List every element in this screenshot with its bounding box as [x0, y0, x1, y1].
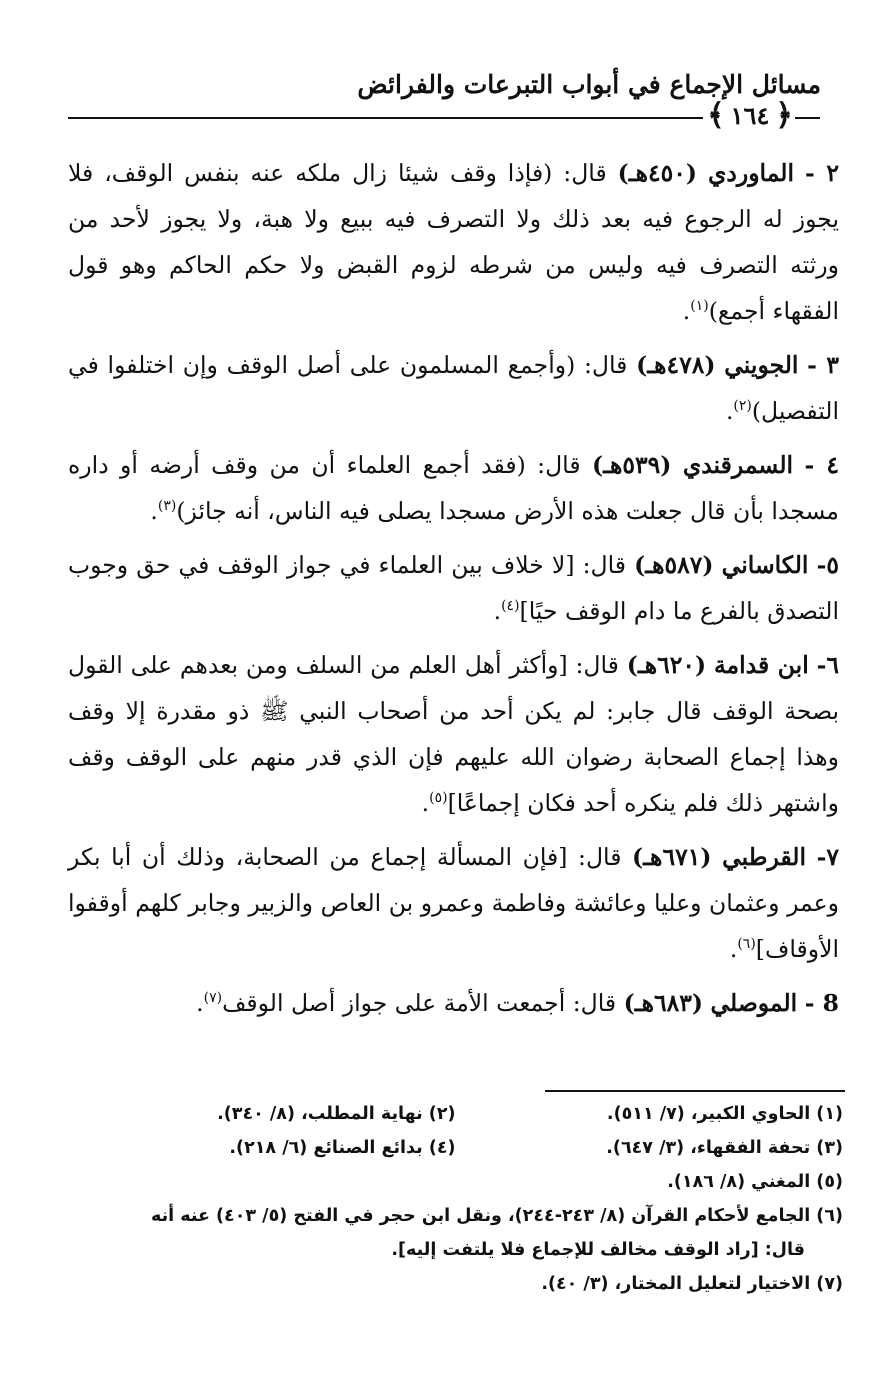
footnote-separator: [545, 1090, 845, 1092]
footnote-4: (٤) بدائع الصنائع (٦/ ٢١٨).: [229, 1138, 456, 1158]
header-rule-short: [795, 117, 820, 119]
item-number: ٣ -: [807, 351, 839, 379]
quote-text: قال: (فقد أجمع العلماء أن من وقف أرضه أو داره مسجدا بأن قال جعلت هذه الأرض مسجدا يصلى فيه الناس، أنه جائز): [68, 451, 839, 525]
list-item: [68, 542, 839, 634]
item-end: .: [150, 497, 158, 525]
page-number-frame: [707, 95, 793, 137]
footnote-6-continued: قال: [راد الوقف مخالف للإجماع فلا يلتفت إليه].: [391, 1240, 805, 1260]
running-title: مسائل الإجماع في أبواب التبرعات والفرائض: [357, 70, 821, 99]
footnote-ref: (٤): [501, 598, 520, 615]
footnote-5: (٥) المغني (٨/ ١٨٦).: [667, 1172, 843, 1192]
footnote-row: [68, 1165, 843, 1199]
list-item: [68, 834, 839, 972]
death-date: (٦٢٠هـ): [626, 651, 707, 679]
footnote-ref: (٧): [203, 990, 223, 1007]
list-item: [68, 642, 839, 826]
footnote-6: (٦) الجامع لأحكام القرآن (٨/ ٢٤٣-٢٤٤)، ونقل ابن حجر في الفتح (٥/ ٤٠٣) عنه أنه: [150, 1206, 843, 1226]
quote-text: قال: أجمعت الأمة على جواز أصل الوقف: [222, 989, 617, 1017]
main-text: [68, 150, 839, 1034]
death-date: (٤٧٨هـ): [636, 351, 716, 379]
footnote-row: [68, 1233, 843, 1267]
item-number: ٥-: [816, 551, 839, 579]
item-end: .: [421, 789, 430, 817]
item-number: ٢ -: [804, 159, 839, 187]
item-end: .: [725, 397, 734, 425]
death-date: (٥٣٩هـ): [591, 451, 672, 479]
scholar-name: الموصلي: [710, 989, 798, 1017]
footnote-ref: (١): [690, 298, 709, 315]
death-date: (٥٨٧هـ): [634, 551, 714, 579]
footnote-row: [68, 1267, 843, 1301]
list-item: [68, 342, 839, 434]
footnote-2: (٢) نهاية المطلب، (٨/ ٣٤٠).: [217, 1104, 456, 1124]
quote-text: قال: (وأجمع المسلمون على أصل الوقف وإن اختلفوا في التفصيل): [68, 351, 839, 425]
scholar-name: القرطبي: [722, 843, 806, 871]
item-number: ٤ -: [804, 451, 839, 479]
scholar-name: الكاساني: [721, 551, 809, 579]
footnotes: [68, 1097, 843, 1301]
death-date: (٦٨٣هـ): [623, 989, 703, 1017]
footnote-ref: (٣): [157, 498, 177, 515]
scholar-name: ابن قدامة: [713, 651, 809, 679]
footnote-row: [68, 1097, 843, 1131]
item-number: ٦-: [816, 651, 839, 679]
scholar-name: السمرقندي: [682, 451, 794, 479]
scholar-name: الماوردي: [708, 159, 794, 187]
item-number: 8 -: [804, 989, 839, 1017]
footnote-ref: (٦): [737, 936, 756, 953]
quote-text: قال: [وأكثر أهل العلم من السلف ومن بعدهم على القول بصحة الوقف قال جابر: لم يكن أحد من أصحاب النبي ﷺ ذو مقدرة إلا وقف وهذا إجماع الصحابة رضوان الله عليهم فإن الذي قدر منهم على الوقف وقف واشتهر ذلك فلم ينكره أحد فكان إجماعًا]: [68, 651, 839, 817]
ornament-bracket-left-icon: ﴾: [707, 98, 725, 133]
item-number: ٧-: [816, 843, 839, 871]
list-item: [68, 150, 839, 334]
quote-text: قال: (فإذا وقف شيئا زال ملكه عنه بنفس الوقف، فلا يجوز له الرجوع فيه بعد ذلك ولا التصرف فيه ببيع ولا هبة، ولا يجوز لأحد من ورثته التصرف فيه وليس من شرطه لزوم القبض ولا حكم الحاكم وهو قول الفقهاء أجمع): [68, 159, 839, 325]
scholar-name: الجويني: [724, 351, 799, 379]
page-number: ١٦٤: [730, 101, 770, 130]
list-item: [68, 980, 839, 1026]
list-item: [68, 442, 839, 534]
footnote-ref: (٢): [733, 398, 752, 415]
death-date: (٤٥٠هـ): [617, 159, 698, 187]
footnote-3: (٣) تحفة الفقهاء، (٣/ ٦٤٧).: [606, 1138, 843, 1158]
quote-text: قال: [فإن المسألة إجماع من الصحابة، وذلك أن أبا بكر وعمر وعثمان وعليا وعائشة وفاطمة وعمرو بن العاص والزبير وجابر كلهم أوقفوا الأوقاف]: [68, 843, 839, 963]
footnote-1: (١) الحاوي الكبير، (٧/ ٥١١).: [606, 1104, 843, 1124]
quote-text: قال: [لا خلاف بين العلماء في جواز الوقف في حق وجوب التصدق بالفرع ما دام الوقف حيًا]: [68, 551, 839, 625]
death-date: (٦٧١هـ): [632, 843, 712, 871]
footnote-row: [68, 1199, 843, 1233]
item-end: .: [729, 935, 738, 963]
footnote-7: (٧) الاختيار لتعليل المختار، (٣/ ٤٠).: [541, 1274, 843, 1294]
ornament-bracket-right-icon: ﴿: [775, 98, 793, 133]
item-end: .: [196, 989, 204, 1017]
item-end: .: [682, 297, 691, 325]
header-rule: [68, 117, 703, 119]
footnote-row: [68, 1131, 843, 1165]
footnote-ref: (٥): [429, 790, 448, 807]
item-end: .: [493, 597, 502, 625]
